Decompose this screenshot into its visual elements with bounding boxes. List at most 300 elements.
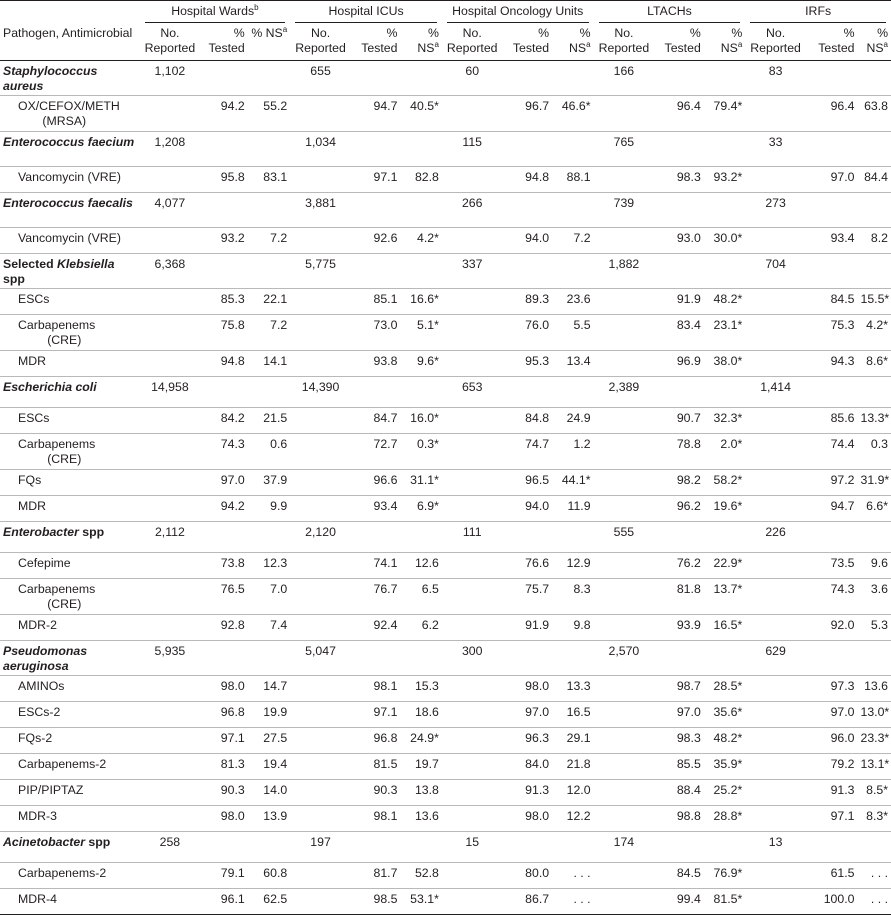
empty-cell bbox=[400, 377, 441, 408]
percent-tested: 84.8 bbox=[503, 408, 553, 434]
reported-count: 266 bbox=[442, 193, 503, 228]
antimicrobial-row bbox=[0, 167, 891, 193]
empty-cell bbox=[503, 377, 553, 408]
percent-tested: 78.8 bbox=[654, 434, 704, 470]
empty-cell bbox=[594, 408, 655, 434]
empty-cell bbox=[745, 289, 806, 315]
empty-cell bbox=[594, 728, 655, 754]
column-header-tested: % Tested bbox=[503, 24, 553, 61]
empty-cell bbox=[594, 579, 655, 615]
percent-tested: 97.1 bbox=[806, 806, 858, 832]
percent-tested: 72.7 bbox=[351, 434, 401, 470]
column-header-reported: No. Reported bbox=[745, 24, 806, 61]
percent-ns: 0.3* bbox=[400, 434, 441, 470]
antimicrobial-row bbox=[0, 579, 891, 615]
percent-ns: 55.2 bbox=[248, 96, 290, 132]
empty-cell bbox=[140, 863, 201, 889]
group-header-irfs bbox=[745, 1, 891, 25]
empty-cell bbox=[200, 132, 248, 167]
empty-cell bbox=[654, 61, 704, 96]
empty-cell bbox=[140, 470, 201, 496]
corner-cell bbox=[0, 1, 140, 25]
antimicrobial-name: PIP/PIPTAZ bbox=[0, 780, 140, 806]
empty-cell bbox=[552, 132, 593, 167]
percent-tested: 99.4 bbox=[654, 889, 704, 915]
empty-cell bbox=[290, 289, 351, 315]
ns-footnote: a bbox=[883, 39, 888, 49]
group-label-footnote: b bbox=[254, 2, 259, 12]
percent-ns: 32.3* bbox=[704, 408, 745, 434]
empty-cell bbox=[654, 641, 704, 676]
empty-cell bbox=[552, 641, 593, 676]
percent-tested: 95.8 bbox=[200, 167, 248, 193]
empty-cell bbox=[200, 832, 248, 863]
column-header-reported: No. Reported bbox=[140, 24, 201, 61]
empty-cell bbox=[200, 193, 248, 228]
antimicrobial-row bbox=[0, 470, 891, 496]
percent-ns: 12.9 bbox=[552, 553, 593, 579]
empty-cell bbox=[654, 522, 704, 553]
percent-ns: 83.1 bbox=[248, 167, 290, 193]
percent-tested: 92.0 bbox=[806, 615, 858, 641]
percent-ns: 13.3* bbox=[858, 408, 891, 434]
percent-tested: 73.8 bbox=[200, 553, 248, 579]
empty-cell bbox=[442, 676, 503, 702]
antimicrobial-name: Carbapenems (CRE) bbox=[0, 434, 140, 470]
percent-tested: 96.4 bbox=[806, 96, 858, 132]
percent-tested: 73.0 bbox=[351, 315, 401, 351]
percent-tested: 98.3 bbox=[654, 167, 704, 193]
percent-tested: 96.2 bbox=[654, 496, 704, 522]
percent-ns: . . . bbox=[552, 863, 593, 889]
empty-cell bbox=[503, 832, 553, 863]
percent-ns: 27.5 bbox=[248, 728, 290, 754]
empty-cell bbox=[858, 193, 891, 228]
antimicrobial-name: ESCs bbox=[0, 289, 140, 315]
percent-ns: 14.1 bbox=[248, 351, 290, 377]
empty-cell bbox=[858, 522, 891, 553]
percent-ns: 35.9* bbox=[704, 754, 745, 780]
empty-cell bbox=[442, 470, 503, 496]
empty-cell bbox=[140, 96, 201, 132]
percent-ns: 13.1* bbox=[858, 754, 891, 780]
empty-cell bbox=[351, 61, 401, 96]
percent-ns: 8.2 bbox=[858, 228, 891, 254]
percent-ns: 19.7 bbox=[400, 754, 441, 780]
percent-tested: 98.3 bbox=[654, 728, 704, 754]
percent-tested: 96.7 bbox=[503, 96, 553, 132]
empty-cell bbox=[442, 434, 503, 470]
empty-cell bbox=[200, 641, 248, 676]
column-header-reported: No. Reported bbox=[594, 24, 655, 61]
empty-cell bbox=[290, 615, 351, 641]
empty-cell bbox=[290, 863, 351, 889]
percent-ns: 5.1* bbox=[400, 315, 441, 351]
empty-cell bbox=[400, 193, 441, 228]
reported-count: 2,120 bbox=[290, 522, 351, 553]
empty-cell bbox=[248, 522, 290, 553]
percent-tested: 76.7 bbox=[351, 579, 401, 615]
percent-ns: 18.6 bbox=[400, 702, 441, 728]
empty-cell bbox=[654, 132, 704, 167]
percent-ns: 44.1* bbox=[552, 470, 593, 496]
percent-ns: 52.8 bbox=[400, 863, 441, 889]
percent-ns: 93.2* bbox=[704, 167, 745, 193]
empty-cell bbox=[858, 254, 891, 289]
empty-cell bbox=[442, 615, 503, 641]
antimicrobial-name: MDR-3 bbox=[0, 806, 140, 832]
antimicrobial-row bbox=[0, 228, 891, 254]
percent-ns: 12.3 bbox=[248, 553, 290, 579]
empty-cell bbox=[594, 470, 655, 496]
ns-footnote: a bbox=[282, 24, 288, 34]
pathogen-row bbox=[0, 377, 891, 408]
percent-ns: 8.3 bbox=[552, 579, 593, 615]
percent-ns: 22.9* bbox=[704, 553, 745, 579]
percent-ns: 9.8 bbox=[552, 615, 593, 641]
percent-ns: 21.5 bbox=[248, 408, 290, 434]
reported-count: 5,775 bbox=[290, 254, 351, 289]
antimicrobial-name: Vancomycin (VRE) bbox=[0, 228, 140, 254]
empty-cell bbox=[594, 702, 655, 728]
percent-tested: 96.3 bbox=[503, 728, 553, 754]
antimicrobial-row bbox=[0, 615, 891, 641]
empty-cell bbox=[654, 377, 704, 408]
reported-count: 653 bbox=[442, 377, 503, 408]
empty-cell bbox=[806, 193, 858, 228]
empty-cell bbox=[140, 806, 201, 832]
percent-ns: 7.4 bbox=[248, 615, 290, 641]
percent-tested: 76.0 bbox=[503, 315, 553, 351]
percent-ns: 13.6 bbox=[400, 806, 441, 832]
reported-count: 5,935 bbox=[140, 641, 201, 676]
empty-cell bbox=[248, 641, 290, 676]
empty-cell bbox=[858, 377, 891, 408]
empty-cell bbox=[400, 522, 441, 553]
antimicrobial-row bbox=[0, 728, 891, 754]
reported-count: 2,389 bbox=[594, 377, 655, 408]
percent-ns: 8.6* bbox=[858, 351, 891, 377]
empty-cell bbox=[200, 377, 248, 408]
antimicrobial-name: MDR-4 bbox=[0, 889, 140, 915]
reported-count: 83 bbox=[745, 61, 806, 96]
antimicrobial-name: OX/CEFOX/METH (MRSA) bbox=[0, 96, 140, 132]
empty-cell bbox=[442, 553, 503, 579]
ns-label: % NS bbox=[251, 26, 283, 40]
empty-cell bbox=[200, 254, 248, 289]
ns-footnote: a bbox=[434, 39, 439, 49]
empty-cell bbox=[442, 702, 503, 728]
pathogen-row bbox=[0, 193, 891, 228]
percent-ns: 31.9* bbox=[858, 470, 891, 496]
column-header-tested: % Tested bbox=[200, 24, 248, 61]
antimicrobial-row bbox=[0, 289, 891, 315]
percent-tested: 94.2 bbox=[200, 96, 248, 132]
empty-cell bbox=[704, 522, 745, 553]
percent-tested: 98.0 bbox=[200, 806, 248, 832]
reported-count: 13 bbox=[745, 832, 806, 863]
empty-cell bbox=[140, 228, 201, 254]
percent-ns: 82.8 bbox=[400, 167, 441, 193]
percent-ns: 12.6 bbox=[400, 553, 441, 579]
empty-cell bbox=[552, 522, 593, 553]
empty-cell bbox=[290, 579, 351, 615]
percent-tested: 97.2 bbox=[806, 470, 858, 496]
percent-ns: 35.6* bbox=[704, 702, 745, 728]
empty-cell bbox=[594, 615, 655, 641]
percent-tested: 84.2 bbox=[200, 408, 248, 434]
percent-ns: 9.6 bbox=[858, 553, 891, 579]
percent-ns: 62.5 bbox=[248, 889, 290, 915]
empty-cell bbox=[290, 96, 351, 132]
percent-tested: 98.0 bbox=[503, 676, 553, 702]
column-header-reported: No. Reported bbox=[290, 24, 351, 61]
empty-cell bbox=[290, 676, 351, 702]
percent-ns: 24.9 bbox=[552, 408, 593, 434]
percent-tested: 96.8 bbox=[200, 702, 248, 728]
empty-cell bbox=[594, 496, 655, 522]
percent-tested: 81.7 bbox=[351, 863, 401, 889]
percent-ns: 28.5* bbox=[704, 676, 745, 702]
antimicrobial-name: ESCs bbox=[0, 408, 140, 434]
empty-cell bbox=[745, 496, 806, 522]
percent-tested: 74.7 bbox=[503, 434, 553, 470]
percent-ns: 4.2* bbox=[858, 315, 891, 351]
pathogen-row bbox=[0, 254, 891, 289]
empty-cell bbox=[654, 254, 704, 289]
percent-tested: 85.3 bbox=[200, 289, 248, 315]
percent-tested: 61.5 bbox=[806, 863, 858, 889]
percent-ns: 13.6 bbox=[858, 676, 891, 702]
empty-cell bbox=[442, 579, 503, 615]
empty-cell bbox=[503, 641, 553, 676]
antimicrobial-name: ESCs-2 bbox=[0, 702, 140, 728]
percent-ns: 5.5 bbox=[552, 315, 593, 351]
percent-tested: 75.8 bbox=[200, 315, 248, 351]
percent-ns: 31.1* bbox=[400, 470, 441, 496]
empty-cell bbox=[594, 167, 655, 193]
percent-tested: 81.8 bbox=[654, 579, 704, 615]
empty-cell bbox=[704, 61, 745, 96]
empty-cell bbox=[140, 702, 201, 728]
reported-count: 111 bbox=[442, 522, 503, 553]
antimicrobial-name: MDR bbox=[0, 351, 140, 377]
empty-cell bbox=[594, 889, 655, 915]
reported-count: 1,882 bbox=[594, 254, 655, 289]
empty-cell bbox=[594, 351, 655, 377]
empty-cell bbox=[351, 193, 401, 228]
empty-cell bbox=[745, 806, 806, 832]
empty-cell bbox=[594, 289, 655, 315]
pathogen-row bbox=[0, 61, 891, 96]
percent-ns: 16.6* bbox=[400, 289, 441, 315]
reported-count: 704 bbox=[745, 254, 806, 289]
percent-ns: 6.2 bbox=[400, 615, 441, 641]
column-header-ns bbox=[858, 24, 891, 61]
percent-ns: 14.7 bbox=[248, 676, 290, 702]
empty-cell bbox=[248, 193, 290, 228]
percent-tested: 92.6 bbox=[351, 228, 401, 254]
empty-cell bbox=[552, 832, 593, 863]
empty-cell bbox=[290, 496, 351, 522]
percent-tested: 93.4 bbox=[351, 496, 401, 522]
empty-cell bbox=[290, 351, 351, 377]
ns-footnote: a bbox=[737, 39, 743, 49]
percent-tested: 74.1 bbox=[351, 553, 401, 579]
percent-tested: 94.0 bbox=[503, 496, 553, 522]
percent-tested: 97.0 bbox=[654, 702, 704, 728]
percent-tested: 93.4 bbox=[806, 228, 858, 254]
empty-cell bbox=[704, 832, 745, 863]
percent-tested: 94.8 bbox=[503, 167, 553, 193]
empty-cell bbox=[140, 315, 201, 351]
antimicrobial-name: Carbapenems-2 bbox=[0, 863, 140, 889]
empty-cell bbox=[806, 832, 858, 863]
empty-cell bbox=[140, 579, 201, 615]
percent-ns: 60.8 bbox=[248, 863, 290, 889]
empty-cell bbox=[745, 315, 806, 351]
reported-count: 655 bbox=[290, 61, 351, 96]
empty-cell bbox=[806, 132, 858, 167]
empty-cell bbox=[442, 863, 503, 889]
percent-tested: 81.3 bbox=[200, 754, 248, 780]
percent-ns: 24.9* bbox=[400, 728, 441, 754]
empty-cell bbox=[442, 754, 503, 780]
empty-cell bbox=[503, 254, 553, 289]
percent-tested: 94.0 bbox=[503, 228, 553, 254]
empty-cell bbox=[594, 228, 655, 254]
percent-tested: 85.6 bbox=[806, 408, 858, 434]
percent-ns: 23.3* bbox=[858, 728, 891, 754]
empty-cell bbox=[745, 470, 806, 496]
reported-count: 629 bbox=[745, 641, 806, 676]
empty-cell bbox=[503, 132, 553, 167]
column-header-ns bbox=[400, 24, 441, 61]
percent-tested: 95.3 bbox=[503, 351, 553, 377]
empty-cell bbox=[140, 676, 201, 702]
percent-tested: 100.0 bbox=[806, 889, 858, 915]
pathogen-name: Acinetobacter spp bbox=[0, 832, 140, 863]
antimicrobial-row bbox=[0, 676, 891, 702]
percent-ns: 88.1 bbox=[552, 167, 593, 193]
percent-ns: 0.3 bbox=[858, 434, 891, 470]
percent-tested: 96.9 bbox=[654, 351, 704, 377]
percent-ns: 16.5* bbox=[704, 615, 745, 641]
empty-cell bbox=[140, 754, 201, 780]
percent-tested: 91.3 bbox=[503, 780, 553, 806]
percent-tested: 98.2 bbox=[654, 470, 704, 496]
percent-ns: 12.0 bbox=[552, 780, 593, 806]
antimicrobial-row bbox=[0, 496, 891, 522]
antimicrobial-name: Carbapenems-2 bbox=[0, 754, 140, 780]
ns-footnote: a bbox=[586, 39, 591, 49]
empty-cell bbox=[745, 434, 806, 470]
empty-cell bbox=[552, 254, 593, 289]
empty-cell bbox=[745, 408, 806, 434]
antimicrobial-row bbox=[0, 889, 891, 915]
empty-cell bbox=[248, 254, 290, 289]
pathogen-name: Staphylococcus aureus bbox=[0, 61, 140, 96]
percent-tested: 75.7 bbox=[503, 579, 553, 615]
percent-tested: 74.3 bbox=[200, 434, 248, 470]
percent-ns: 19.9 bbox=[248, 702, 290, 728]
percent-ns: 6.9* bbox=[400, 496, 441, 522]
percent-tested: 93.8 bbox=[351, 351, 401, 377]
pathogen-name: Enterococcus faecium bbox=[0, 132, 140, 167]
percent-tested: 96.1 bbox=[200, 889, 248, 915]
percent-ns: 13.8 bbox=[400, 780, 441, 806]
antimicrobial-row bbox=[0, 754, 891, 780]
empty-cell bbox=[552, 61, 593, 96]
percent-tested: 84.7 bbox=[351, 408, 401, 434]
percent-tested: 97.3 bbox=[806, 676, 858, 702]
pathogen-name: Enterobacter spp bbox=[0, 522, 140, 553]
percent-ns: 15.3 bbox=[400, 676, 441, 702]
reported-count: 273 bbox=[745, 193, 806, 228]
percent-ns: 6.5 bbox=[400, 579, 441, 615]
empty-cell bbox=[200, 522, 248, 553]
percent-tested: 83.4 bbox=[654, 315, 704, 351]
percent-tested: 97.1 bbox=[351, 167, 401, 193]
reported-count: 337 bbox=[442, 254, 503, 289]
percent-tested: 88.4 bbox=[654, 780, 704, 806]
percent-ns: 7.2 bbox=[248, 228, 290, 254]
reported-count: 14,390 bbox=[290, 377, 351, 408]
percent-tested: 76.2 bbox=[654, 553, 704, 579]
percent-ns: 48.2* bbox=[704, 289, 745, 315]
empty-cell bbox=[704, 132, 745, 167]
empty-cell bbox=[290, 728, 351, 754]
percent-ns: 13.4 bbox=[552, 351, 593, 377]
percent-tested: 96.0 bbox=[806, 728, 858, 754]
percent-ns: 37.9 bbox=[248, 470, 290, 496]
antimicrobial-row bbox=[0, 434, 891, 470]
ns-label: % NS bbox=[569, 26, 591, 55]
empty-cell bbox=[290, 806, 351, 832]
percent-ns: . . . bbox=[552, 889, 593, 915]
reported-count: 555 bbox=[594, 522, 655, 553]
percent-ns: 84.4 bbox=[858, 167, 891, 193]
percent-tested: 92.8 bbox=[200, 615, 248, 641]
empty-cell bbox=[503, 61, 553, 96]
empty-cell bbox=[806, 377, 858, 408]
pathogen-name: Escherichia coli bbox=[0, 377, 140, 408]
percent-tested: 90.7 bbox=[654, 408, 704, 434]
column-header-ns bbox=[704, 24, 745, 61]
percent-ns: 81.5* bbox=[704, 889, 745, 915]
percent-ns: 46.6* bbox=[552, 96, 593, 132]
empty-cell bbox=[351, 377, 401, 408]
empty-cell bbox=[745, 889, 806, 915]
percent-ns: 23.6 bbox=[552, 289, 593, 315]
empty-cell bbox=[351, 132, 401, 167]
empty-cell bbox=[704, 193, 745, 228]
empty-cell bbox=[140, 615, 201, 641]
antimicrobial-name: FQs bbox=[0, 470, 140, 496]
empty-cell bbox=[745, 167, 806, 193]
group-header-row bbox=[0, 1, 891, 25]
percent-ns: 13.9 bbox=[248, 806, 290, 832]
percent-tested: 96.8 bbox=[351, 728, 401, 754]
empty-cell bbox=[704, 377, 745, 408]
empty-cell bbox=[248, 832, 290, 863]
empty-cell bbox=[745, 228, 806, 254]
percent-tested: 98.0 bbox=[503, 806, 553, 832]
empty-cell bbox=[442, 408, 503, 434]
reported-count: 3,881 bbox=[290, 193, 351, 228]
reported-count: 1,208 bbox=[140, 132, 201, 167]
percent-tested: 96.4 bbox=[654, 96, 704, 132]
